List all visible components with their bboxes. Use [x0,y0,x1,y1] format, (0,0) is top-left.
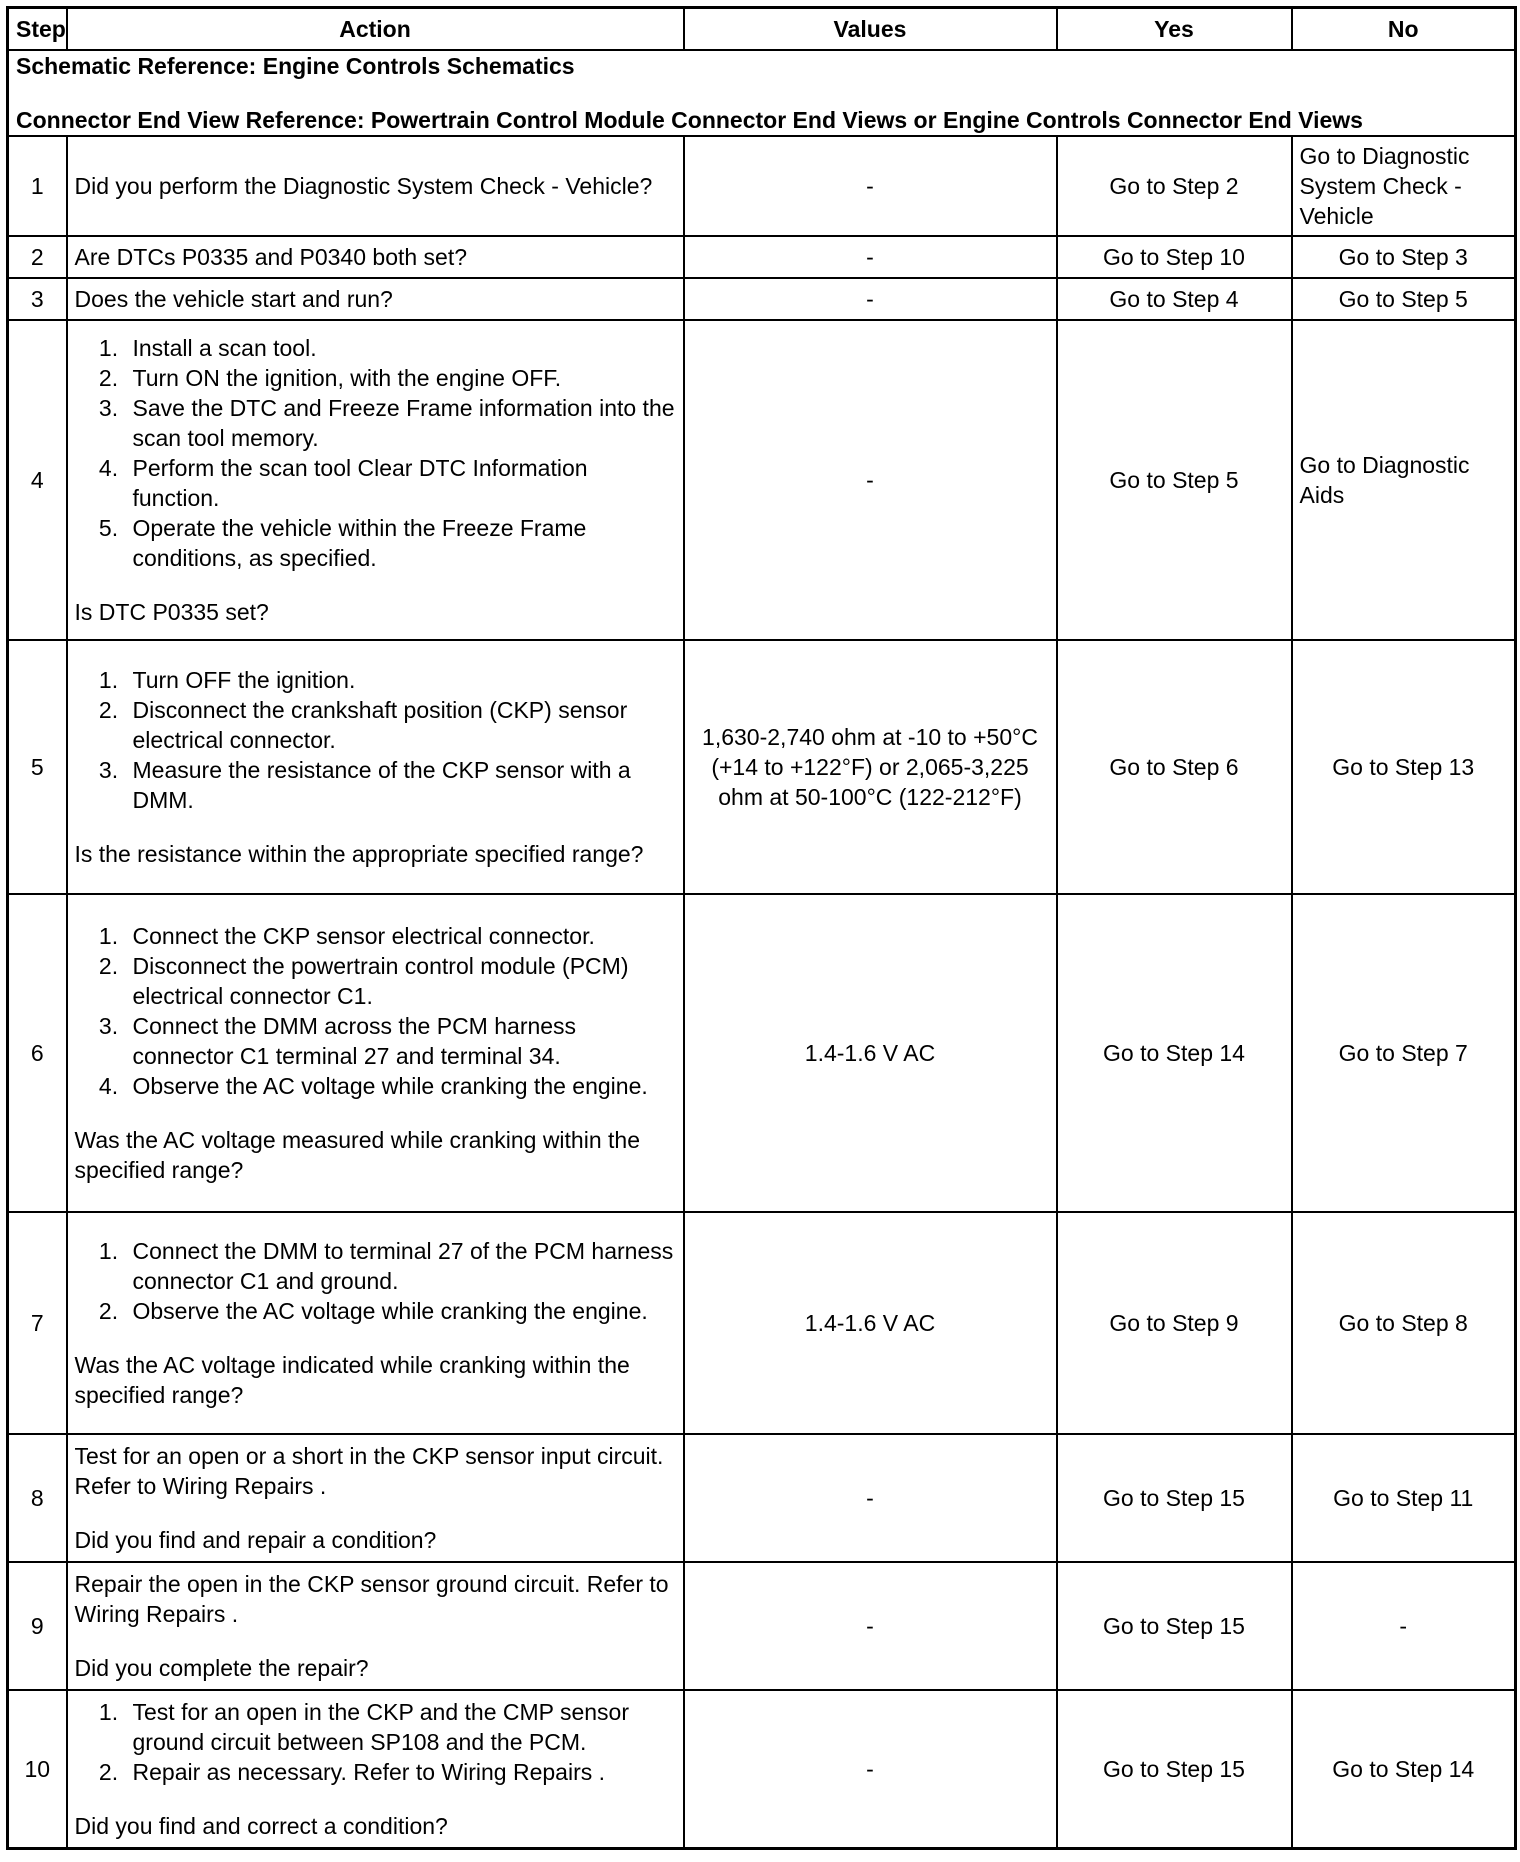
action-text: Does the vehicle start and run? [74,286,393,312]
yes-cell: Go to Step 14 [1057,894,1292,1212]
action-cell [67,1212,684,1434]
yes-cell: Go to Step 9 [1057,1212,1292,1434]
action-cell [67,1562,684,1690]
step-number: 4 [8,320,67,640]
values-cell: - [684,1434,1057,1562]
header-no: No [1292,8,1516,51]
no-cell: Go to Step 14 [1292,1690,1516,1848]
no-cell: Go to Step 8 [1292,1212,1516,1434]
list-item: 2. Repair as necessary. Refer to Wiring Repairs . [125,1757,676,1787]
yes-cell: Go to Step 15 [1057,1690,1292,1848]
action-question: Was the AC voltage indicated while cranking within the specified range? [74,1352,630,1408]
action-steps-list [75,665,676,815]
step-number: 7 [8,1212,67,1434]
no-cell: Go to Diagnostic System Check - Vehicle [1292,136,1516,236]
table-row [8,640,1516,894]
step-number: 10 [8,1690,67,1848]
diagnostic-table [6,6,1517,1850]
list-item: 2. Turn ON the ignition, with the engine OFF. [125,363,676,393]
list-item: 1. Connect the CKP sensor electrical connector. [125,921,676,951]
connector-reference: Connector End View Reference: Powertrain Control Module Connector End Views or Engine Controls Connector End Views [16,107,1363,133]
list-item: 1. Connect the DMM to terminal 27 of the PCM harness connector C1 and ground. [125,1236,676,1296]
step-number: 8 [8,1434,67,1562]
no-cell: Go to Step 11 [1292,1434,1516,1562]
schematic-reference: Schematic Reference: Engine Controls Schematics [16,53,575,79]
table-row [8,1562,1516,1690]
action-question: Was the AC voltage measured while cranking within the specified range? [74,1127,640,1183]
action-text: Repair the open in the CKP sensor ground circuit. Refer to Wiring Repairs . [74,1571,669,1627]
values-cell: - [684,136,1057,236]
list-item: 2. Disconnect the powertrain control module (PCM) electrical connector C1. [125,951,676,1011]
step-number: 5 [8,640,67,894]
list-item: 3. Connect the DMM across the PCM harness connector C1 terminal 27 and terminal 34. [125,1011,676,1071]
reference-cell [8,50,1516,136]
values-cell: - [684,278,1057,320]
action-question: Did you find and correct a condition? [74,1812,448,1839]
no-cell: Go to Step 5 [1292,278,1516,320]
no-cell: - [1292,1562,1516,1690]
action-question: Is DTC P0335 set? [74,599,269,625]
table-row [8,278,1516,320]
table-row [8,894,1516,1212]
header-action: Action [67,8,684,51]
action-cell [67,894,684,1212]
action-question: Did you find and repair a condition? [74,1527,437,1553]
action-cell [67,278,684,320]
list-item: 1. Install a scan tool. [125,333,676,363]
diagnostic-table-container [6,6,1514,1850]
yes-cell: Go to Step 5 [1057,320,1292,640]
action-cell [67,136,684,236]
list-item: 3. Save the DTC and Freeze Frame information into the scan tool memory. [125,393,676,453]
table-row [8,320,1516,640]
reference-row [8,50,1516,136]
header-step: Step [8,8,67,51]
no-cell: Go to Step 7 [1292,894,1516,1212]
action-steps-list [75,1236,676,1326]
action-steps-list [75,1697,676,1787]
yes-cell: Go to Step 6 [1057,640,1292,894]
action-question: Did you complete the repair? [74,1655,369,1681]
action-question: Is the resistance within the appropriate specified range? [74,841,644,867]
action-steps-list [75,921,676,1101]
yes-cell: Go to Step 4 [1057,278,1292,320]
values-cell: 1.4-1.6 V AC [684,1212,1057,1434]
action-text: Test for an open or a short in the CKP sensor input circuit. Refer to Wiring Repairs . [74,1443,664,1499]
step-number: 1 [8,136,67,236]
table-row [8,136,1516,236]
action-text: Did you perform the Diagnostic System Check - Vehicle? [74,173,653,199]
action-steps-list [75,333,676,573]
values-cell: - [684,236,1057,278]
table-row [8,1434,1516,1562]
list-item: 3. Measure the resistance of the CKP sensor with a DMM. [125,755,676,815]
yes-cell: Go to Step 10 [1057,236,1292,278]
header-row [8,8,1516,51]
action-text: Are DTCs P0335 and P0340 both set? [74,244,468,270]
no-cell: Go to Step 13 [1292,640,1516,894]
values-cell: 1.4-1.6 V AC [684,894,1057,1212]
action-cell [67,1690,684,1848]
action-cell [67,1434,684,1562]
table-row [8,1212,1516,1434]
step-number: 2 [8,236,67,278]
list-item: 5. Operate the vehicle within the Freeze Frame conditions, as specified. [125,513,676,573]
list-item: 2. Disconnect the crankshaft position (CKP) sensor electrical connector. [125,695,676,755]
action-cell [67,236,684,278]
header-yes: Yes [1057,8,1292,51]
list-item: 4. Perform the scan tool Clear DTC Information function. [125,453,676,513]
list-item: 1. Turn OFF the ignition. [125,665,676,695]
yes-cell: Go to Step 2 [1057,136,1292,236]
list-item: 4. Observe the AC voltage while cranking the engine. [125,1071,676,1101]
no-cell: Go to Step 3 [1292,236,1516,278]
action-cell [67,640,684,894]
table-row [8,236,1516,278]
yes-cell: Go to Step 15 [1057,1434,1292,1562]
step-number: 6 [8,894,67,1212]
table-row [8,1690,1516,1848]
yes-cell: Go to Step 15 [1057,1562,1292,1690]
action-cell [67,320,684,640]
values-cell: - [684,1562,1057,1690]
header-values: Values [684,8,1057,51]
no-cell: Go to Diagnostic Aids [1292,320,1516,640]
values-cell: - [684,1690,1057,1848]
list-item: 2. Observe the AC voltage while cranking the engine. [125,1296,676,1326]
values-cell: 1,630-2,740 ohm at -10 to +50°C (+14 to +122°F) or 2,065-3,225 ohm at 50-100°C (122-212°F) [684,640,1057,894]
step-number: 3 [8,278,67,320]
step-number: 9 [8,1562,67,1690]
list-item: 1. Test for an open in the CKP and the CMP sensor ground circuit between SP108 and the PCM. [125,1697,676,1757]
values-cell: - [684,320,1057,640]
